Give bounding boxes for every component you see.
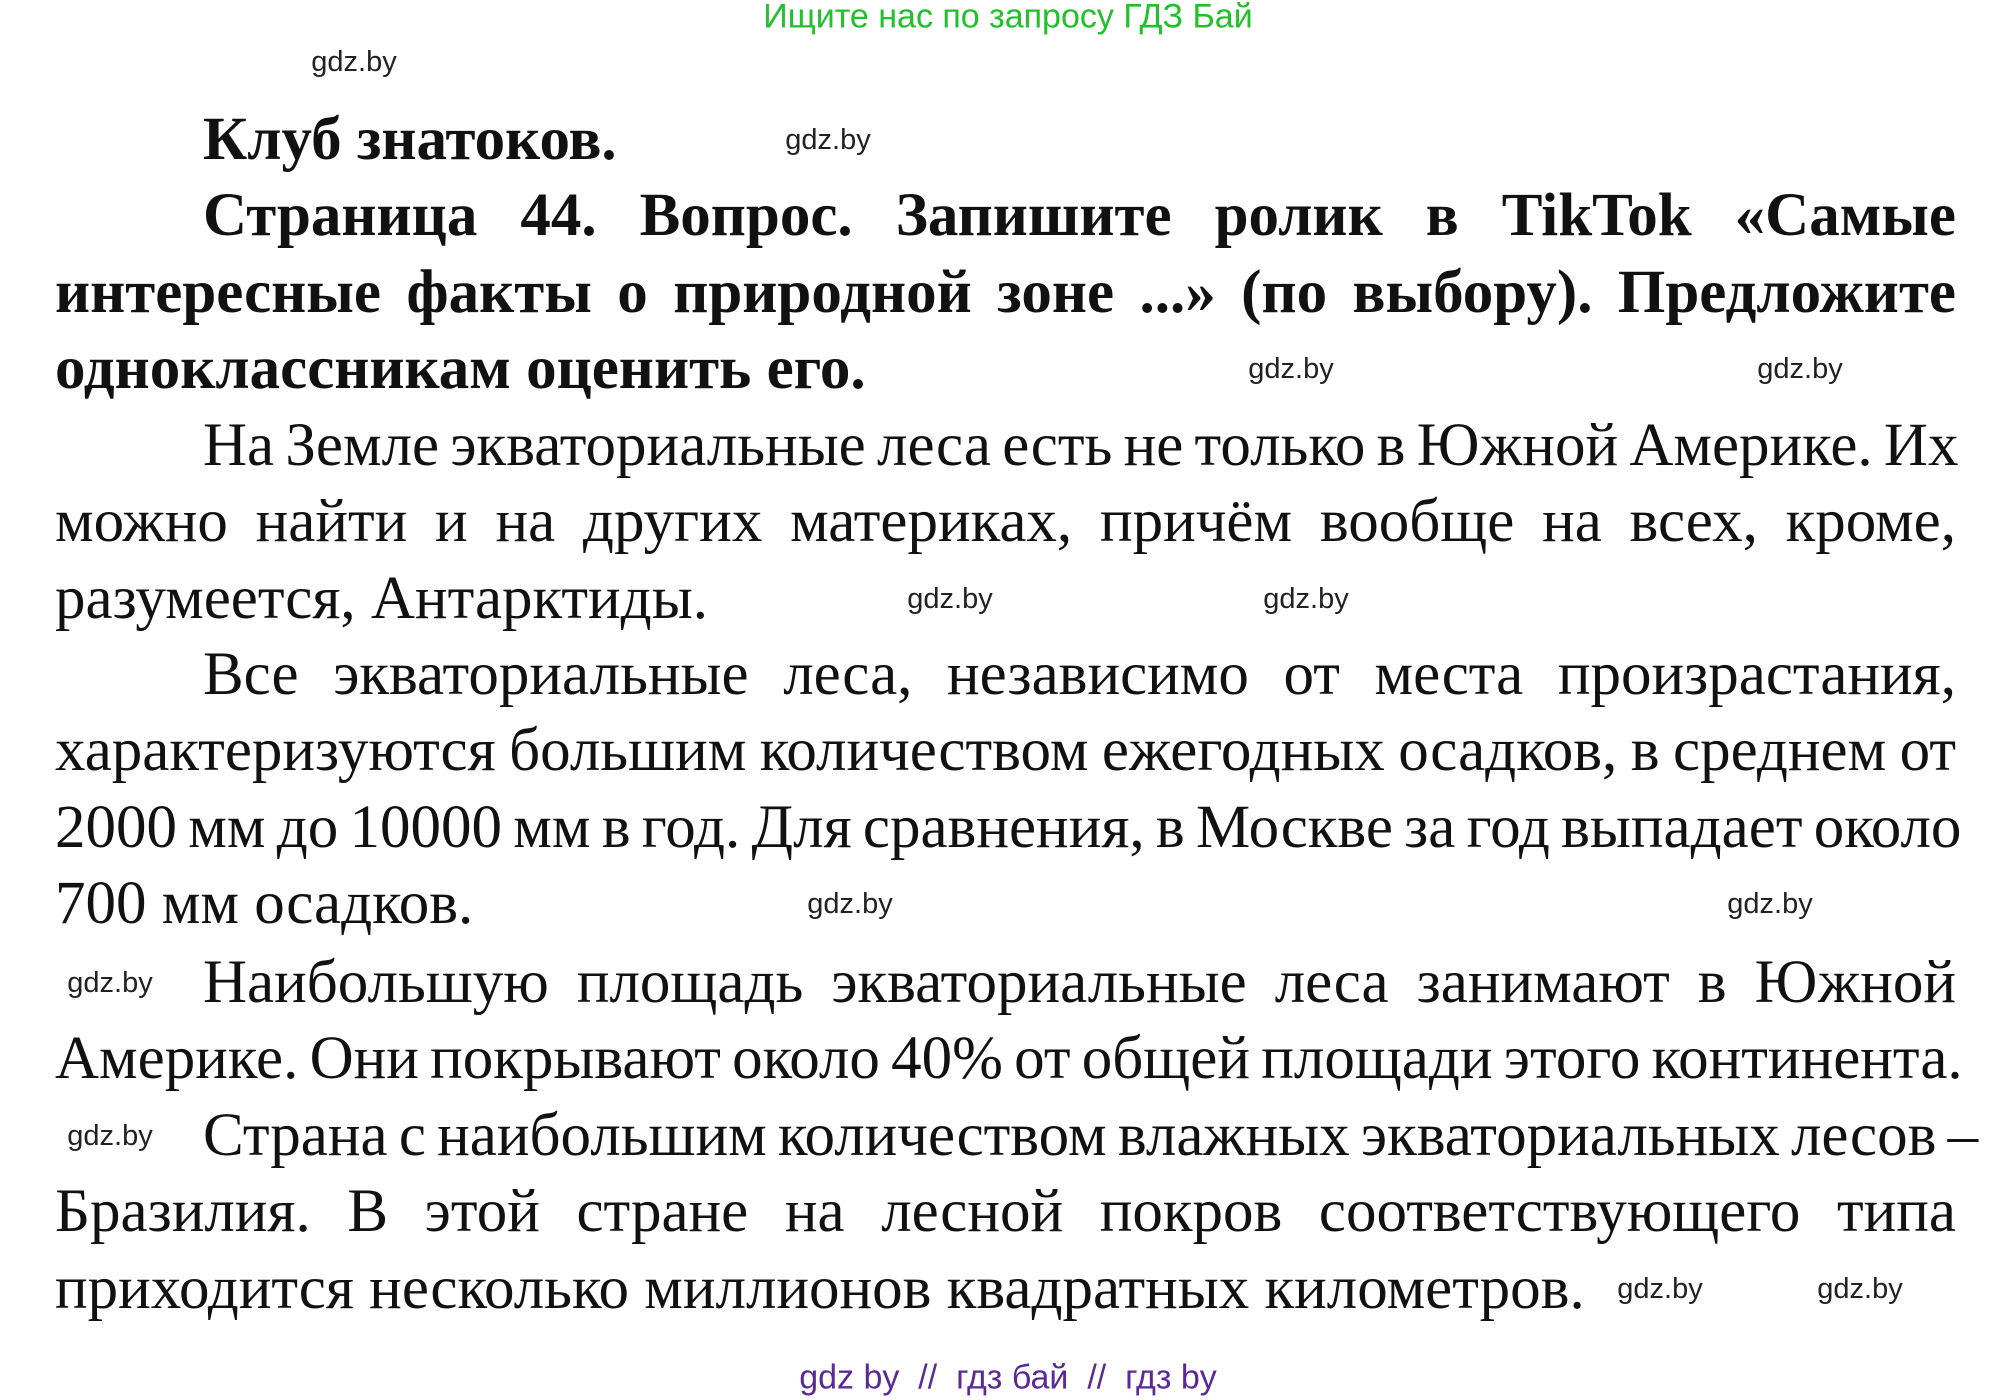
- paragraph-line: Наибольшую площадь экваториальные леса занимают в Южной: [203, 949, 1956, 1016]
- paragraph-line: Все экваториальные леса, независимо от места произрастания,: [203, 641, 1956, 708]
- question-line: интересные факты о природной зоне ...» (по выбору). Предложите: [55, 259, 1956, 326]
- watermark: gdz.by: [1817, 1273, 1903, 1305]
- watermark: gdz.by: [1263, 583, 1349, 615]
- watermark: gdz.by: [67, 967, 153, 999]
- paragraph-line: 2000 мм до 10000 мм в год. Для сравнения, в Москве за год выпадает около: [55, 794, 1962, 861]
- paragraph-line: можно найти и на других материках, причём вообще на всех, кроме,: [55, 488, 1956, 555]
- paragraph-line: Страна с наибольшим количеством влажных экваториальных лесов –: [203, 1102, 1979, 1169]
- question-line: одноклассникам оценить его.: [55, 335, 866, 402]
- paragraph-line: разумеется, Антарктиды.: [55, 565, 708, 632]
- watermark: gdz.by: [1757, 353, 1843, 385]
- paragraph-line: Америке. Они покрывают около 40% от общей площади этого континента.: [55, 1025, 1963, 1092]
- watermark: gdz.by: [807, 888, 893, 920]
- heading: Клуб знатоков.: [203, 106, 617, 173]
- watermark: gdz.by: [785, 124, 871, 156]
- paragraph-line: приходится несколько миллионов квадратных километров.: [55, 1255, 1585, 1322]
- paragraph-line: На Земле экваториальные леса есть не только в Южной Америке. Их: [203, 412, 1959, 479]
- paragraph-line: характеризуются большим количеством ежегодных осадков, в среднем от: [55, 717, 1956, 784]
- watermark: gdz.by: [1617, 1273, 1703, 1305]
- paragraph-line: 700 мм осадков.: [55, 870, 474, 937]
- search-banner: Ищите нас по запросу ГДЗ Бай: [763, 0, 1253, 36]
- watermark: gdz.by: [907, 583, 993, 615]
- question-line: Страница 44. Вопрос. Запишите ролик в TikTok «Самые: [203, 182, 1956, 249]
- paragraph-line: Бразилия. В этой стране на лесной покров соответствующего типа: [55, 1178, 1956, 1245]
- footer-links: gdz by // гдз бай // гдз by: [799, 1358, 1217, 1397]
- watermark: gdz.by: [67, 1120, 153, 1152]
- watermark: gdz.by: [1248, 353, 1334, 385]
- watermark: gdz.by: [1727, 888, 1813, 920]
- watermark: gdz.by: [311, 46, 397, 78]
